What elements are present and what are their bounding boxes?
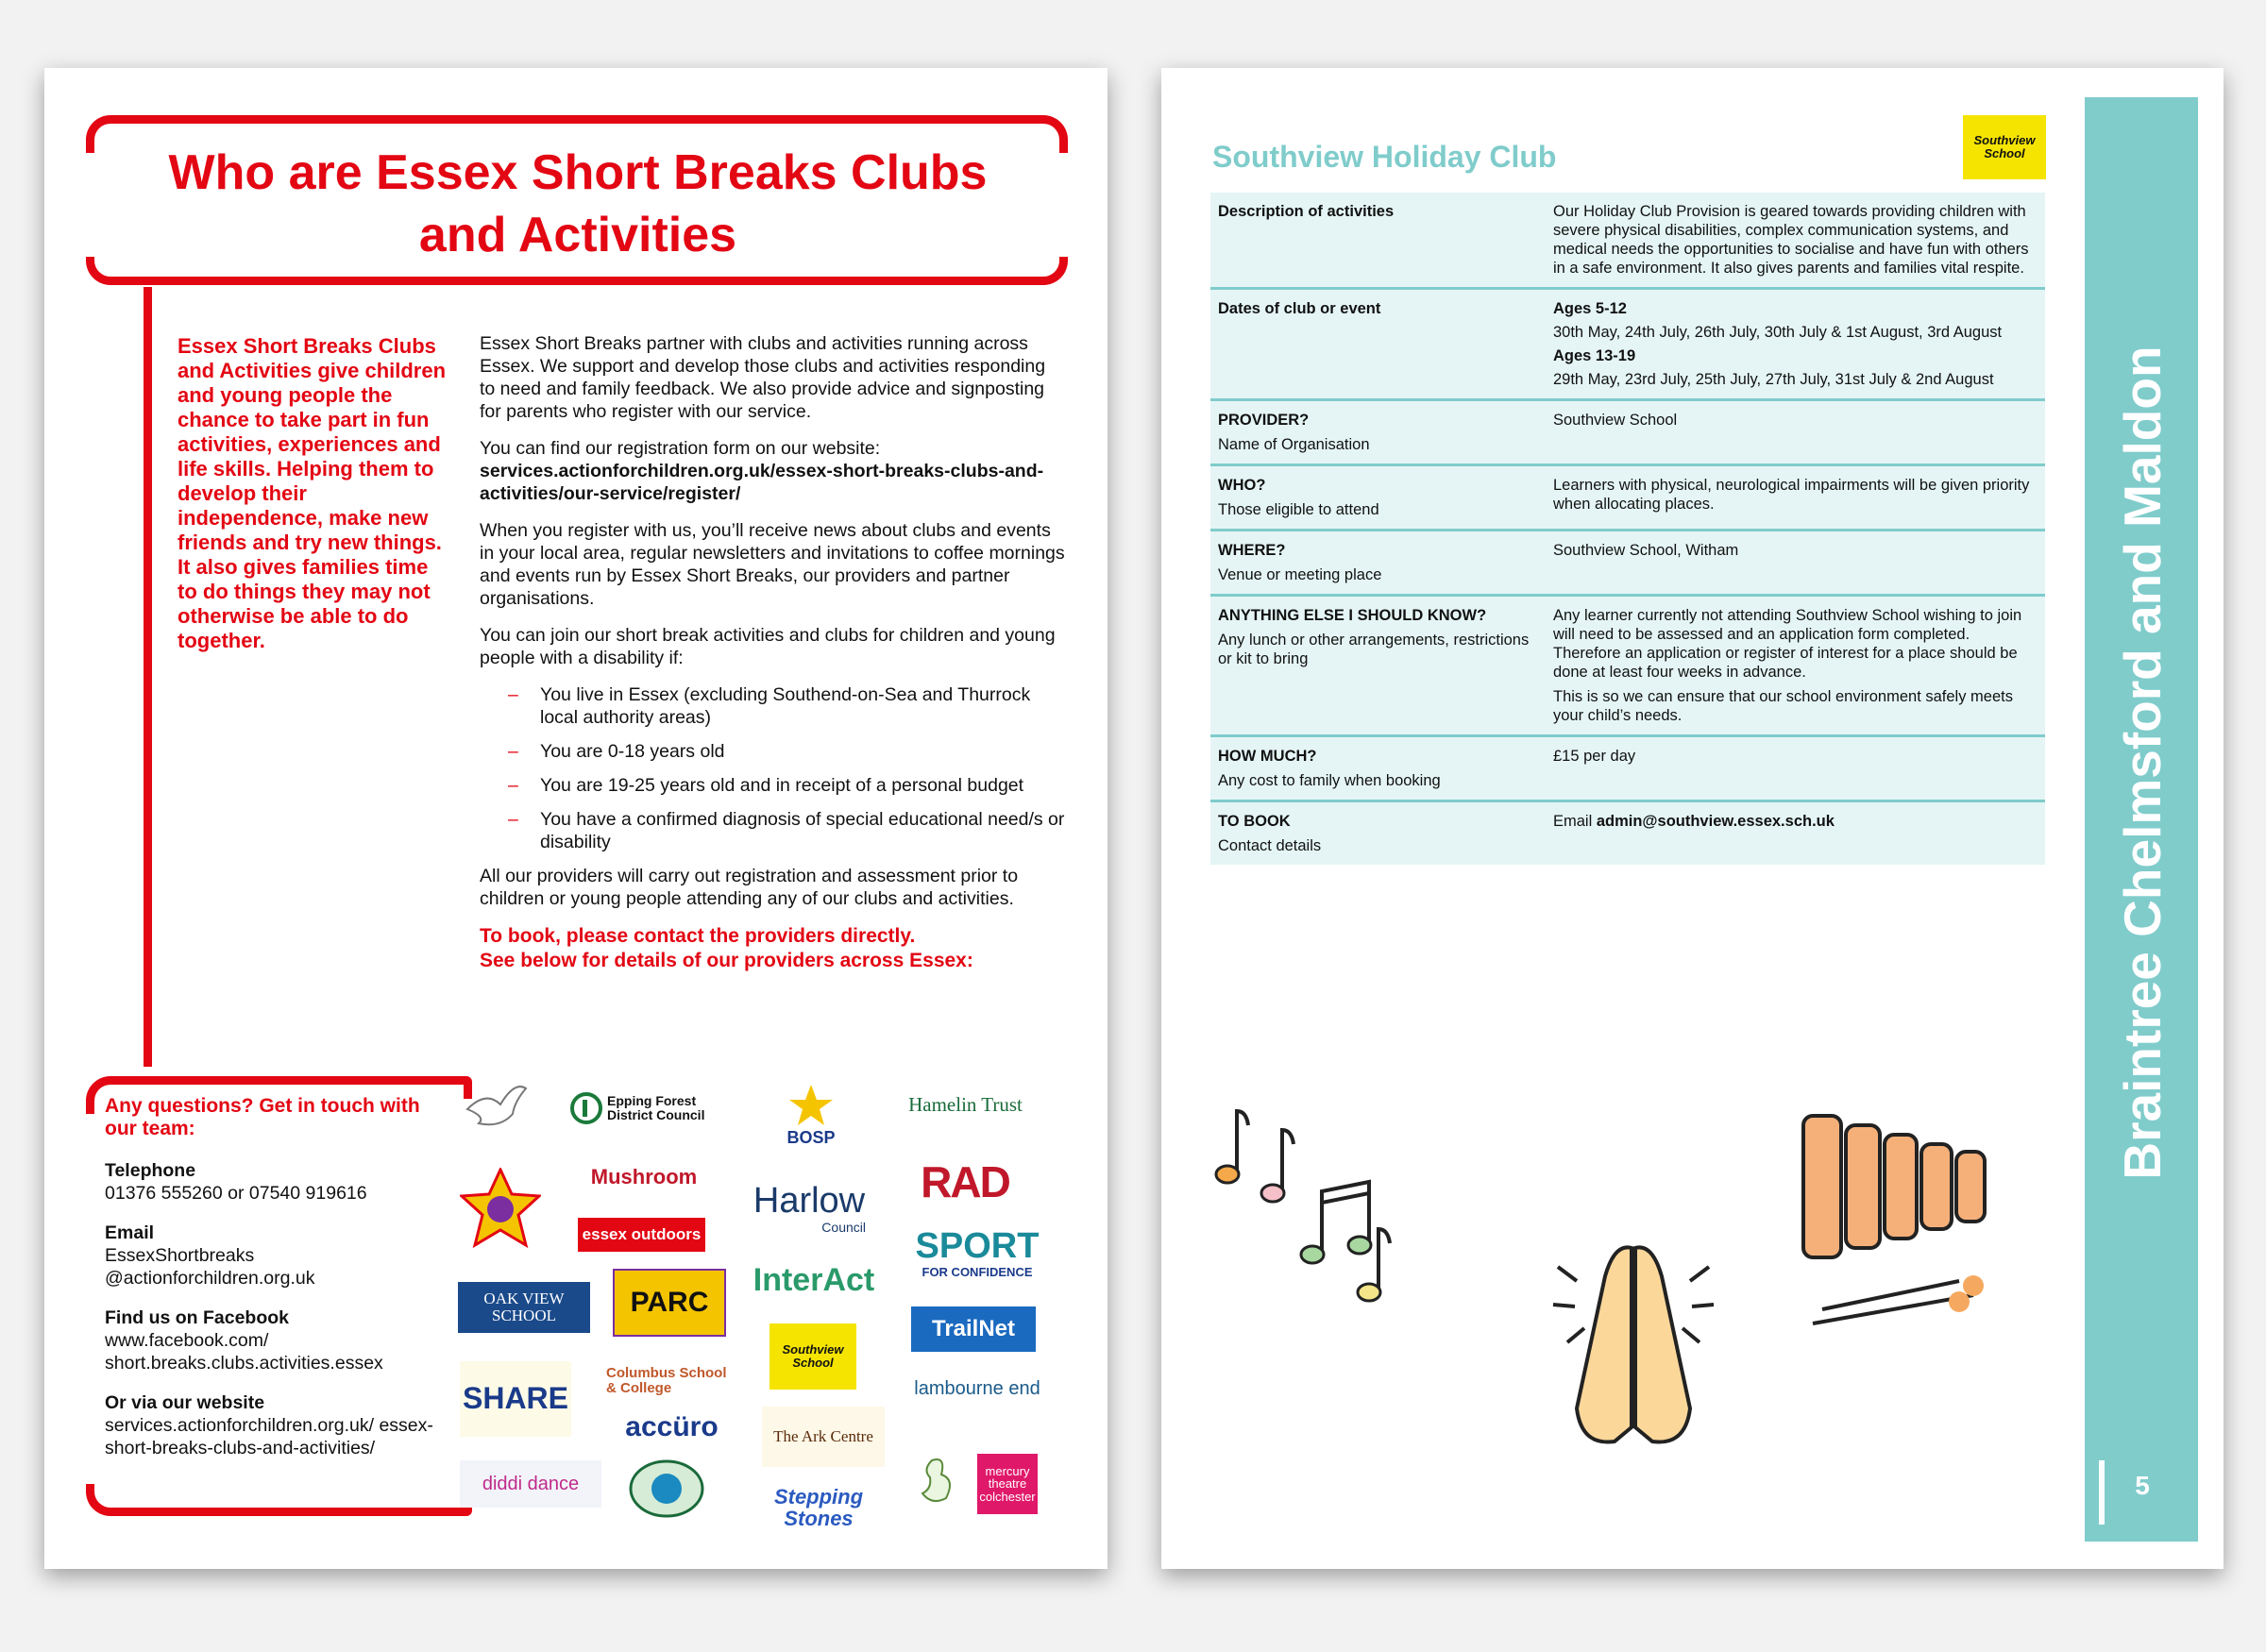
table-row [1210, 193, 2045, 289]
eligibility-list [480, 683, 1065, 853]
telephone-value: 01376 555260 or 07540 919616 [105, 1183, 367, 1204]
stepping-stones-logo: Stepping Stones [773, 1484, 864, 1530]
row-value: This is so we can ensure that our school environment safely meets your child’s needs. [1553, 688, 2013, 724]
email-value[interactable]: EssexShortbreaks @actionforchildren.org.uk [105, 1245, 315, 1289]
lambourne-end-logo: lambourne end [914, 1377, 1040, 1399]
rad-logo: RAD [921, 1156, 1009, 1206]
register-paragraph [480, 437, 1065, 505]
body-paragraph: You can join our short break activities and clubs for children and young people with a disability if: [480, 625, 1056, 668]
list-item: – You have a confirmed diagnosis of special educational need/s or disability [508, 809, 1065, 852]
accuro-logo: accüro [625, 1411, 719, 1443]
body-paragraph: Essex Short Breaks partner with clubs and activities running across Essex. We support and develop those clubs and activities responding to need and family feedback. We also provide advice and signposting for parents who register with our service. [480, 333, 1046, 422]
row-key: HOW MUCH? [1218, 748, 1317, 765]
register-text: You can find our registration form on our website: [480, 438, 881, 459]
dove-logo [458, 1071, 533, 1147]
hamelin-trust-logo: Hamelin Trust [908, 1092, 1023, 1116]
website-value[interactable]: services.actionforchildren.org.uk/ essex-short-breaks-clubs-and-activities/ [105, 1415, 433, 1458]
ark-centre-logo: The Ark Centre [762, 1407, 885, 1467]
page-number-divider [2099, 1460, 2105, 1525]
columbus-logo: Columbus School & College [606, 1365, 727, 1396]
contact-box [105, 1095, 445, 1476]
row-key: Description of activities [1218, 203, 1395, 220]
row-key: WHO? [1218, 477, 1266, 494]
harlow-council-logo: Harlow Council [753, 1180, 866, 1235]
row-key: PROVIDER? [1218, 412, 1310, 429]
trailnet-logo: TrailNet [911, 1306, 1036, 1352]
row-key: WHERE? [1218, 542, 1286, 559]
ages-label: Ages 5-12 [1553, 300, 1627, 317]
facebook-value[interactable]: www.facebook.com/ short.breaks.clubs.activities.essex [105, 1330, 383, 1374]
telephone-label: Telephone [105, 1160, 196, 1181]
left-page [44, 68, 1108, 1569]
ages-label: Ages 13-19 [1553, 347, 1636, 364]
oak-view-school-logo: OAK VIEW SCHOOL [458, 1282, 590, 1333]
diddi-dance-logo: diddi dance [460, 1460, 601, 1508]
body-text [480, 332, 1065, 973]
dash-bullet: – [508, 775, 518, 796]
row-value: Our Holiday Club Provision is geared towards providing children with severe physical disabilities, complex communication systems, and medical needs the opportunities to socialise and have fun with others in a safe environment. It also gives parents and families vital respite. [1551, 193, 2045, 289]
page-number: 5 [2135, 1471, 2150, 1500]
bosp-logo: BOSP [773, 1071, 849, 1156]
dash-bullet: – [508, 809, 518, 830]
table-row [1210, 400, 2045, 465]
table-row: TO BOOK Contact details Email admin@southview.essex.sch.uk [1218, 813, 1835, 854]
row-key: Dates of club or event [1218, 300, 1381, 317]
row-key: TO BOOK [1218, 813, 1291, 830]
table-row [1210, 465, 2045, 531]
region-title: Braintree Chelmsford and Maldon [2113, 346, 2172, 1180]
table-row [1210, 736, 2045, 801]
row-value: Southview School [1551, 400, 2045, 465]
row-value: Southview School, Witham [1551, 531, 2045, 596]
dates-value: 29th May, 23rd July, 25th July, 27th July, 31st July & 2nd August [1553, 371, 1994, 388]
row-subtext: Any lunch or other arrangements, restrictions or kit to bring [1218, 632, 1530, 667]
email-label: Email [105, 1222, 155, 1243]
body-paragraph: When you register with us, you’ll receive news about clubs and events in your local area, regular newsletters and invitations to coffee mornings and events run by Essex Short Breaks, our providers and partner organisations. [480, 520, 1065, 609]
booking-email[interactable]: admin@southview.essex.sch.uk [1596, 813, 1835, 830]
row-value: Any learner currently not attending Southview School wishing to join will need to be assessed and an application form completed. Therefore an application or register of interest for a place should be done at least four weeks in advance. [1553, 607, 2022, 681]
contact-heading: Any questions? Get in touch with our team: [105, 1095, 420, 1139]
mercury-theatre-logo: mercury theatre colchester [977, 1454, 1038, 1514]
swan-logo [899, 1446, 965, 1512]
epping-forest-logo: Epping Forest District Council [570, 1086, 712, 1131]
register-link[interactable]: services.actionforchildren.org.uk/essex-short-breaks-clubs-and-activities/our-service/register/ [480, 461, 1044, 504]
booking-note: To book, please contact the providers directly. See below for details of our providers across Essex: [480, 925, 973, 971]
essex-outdoors-logo: essex outdoors [578, 1218, 705, 1252]
list-item: – You are 19-25 years old and in receipt of a personal budget [508, 775, 1024, 796]
website-label: Or via our website [105, 1392, 265, 1413]
clapping-hands-icon [1548, 1229, 1718, 1456]
music-notes-icon [1199, 1097, 1397, 1352]
row-subtext: Those eligible to attend [1218, 501, 1379, 518]
right-page [1161, 68, 2224, 1569]
row-subtext: Name of Organisation [1218, 436, 1370, 453]
sport-for-confidence-logo: SPORT FOR CONFIDENCE [915, 1226, 1040, 1280]
snap-logo [458, 1166, 543, 1251]
circle-badge-logo [625, 1456, 708, 1522]
facebook-label: Find us on Facebook [105, 1307, 290, 1328]
body-paragraph: All our providers will carry out registration and assessment prior to children or young people attending any of our clubs and activities. [480, 866, 1019, 909]
row-subtext: Venue or meeting place [1218, 566, 1382, 583]
contact-frame-bottom [86, 1484, 464, 1516]
intro-text: Essex Short Breaks Clubs and Activities give children and young people the chance to take part in fun activities, experiences and life skills. Helping them to develop their independence, make new friends and try new things. It also gives families time to do things they may not otherwise be able to do together. [178, 334, 447, 652]
southview-school-logo: Southview School [769, 1323, 856, 1390]
club-title: Southview Holiday Club [1212, 140, 1557, 174]
table-row [1210, 289, 2045, 400]
mushroom-theatre-logo: Mushroom [590, 1165, 698, 1189]
page-title: Who are Essex Short Breaks Clubs and Activities [168, 145, 988, 262]
row-subtext: Contact details [1218, 837, 1322, 854]
xylophone-icon [1794, 1106, 2011, 1333]
list-item: – You are 0-18 years old [508, 741, 725, 762]
dash-bullet: – [508, 684, 518, 705]
row-key: ANYTHING ELSE I SHOULD KNOW? [1218, 607, 1487, 624]
table-row [1210, 596, 2045, 736]
list-item: – You live in Essex (excluding Southend-on-Sea and Thurrock local authority areas) [508, 684, 1031, 728]
parc-logo: PARC [613, 1269, 726, 1337]
interact-logo: InterAct [753, 1262, 875, 1299]
row-subtext: Any cost to family when booking [1218, 772, 1441, 789]
club-details-table [1210, 193, 2045, 865]
table-row [1210, 531, 2045, 596]
row-value: Learners with physical, neurological impairments will be given priority when allocating places. [1551, 465, 2045, 531]
dash-bullet: – [508, 741, 518, 762]
red-divider-line [144, 287, 152, 1067]
share-logo: SHARE [460, 1361, 571, 1437]
southview-school-logo: Southview School [1963, 115, 2046, 179]
row-value: £15 per day [1551, 736, 2045, 801]
dates-value: 30th May, 24th July, 26th July, 30th July & 1st August, 3rd August [1553, 324, 2003, 341]
